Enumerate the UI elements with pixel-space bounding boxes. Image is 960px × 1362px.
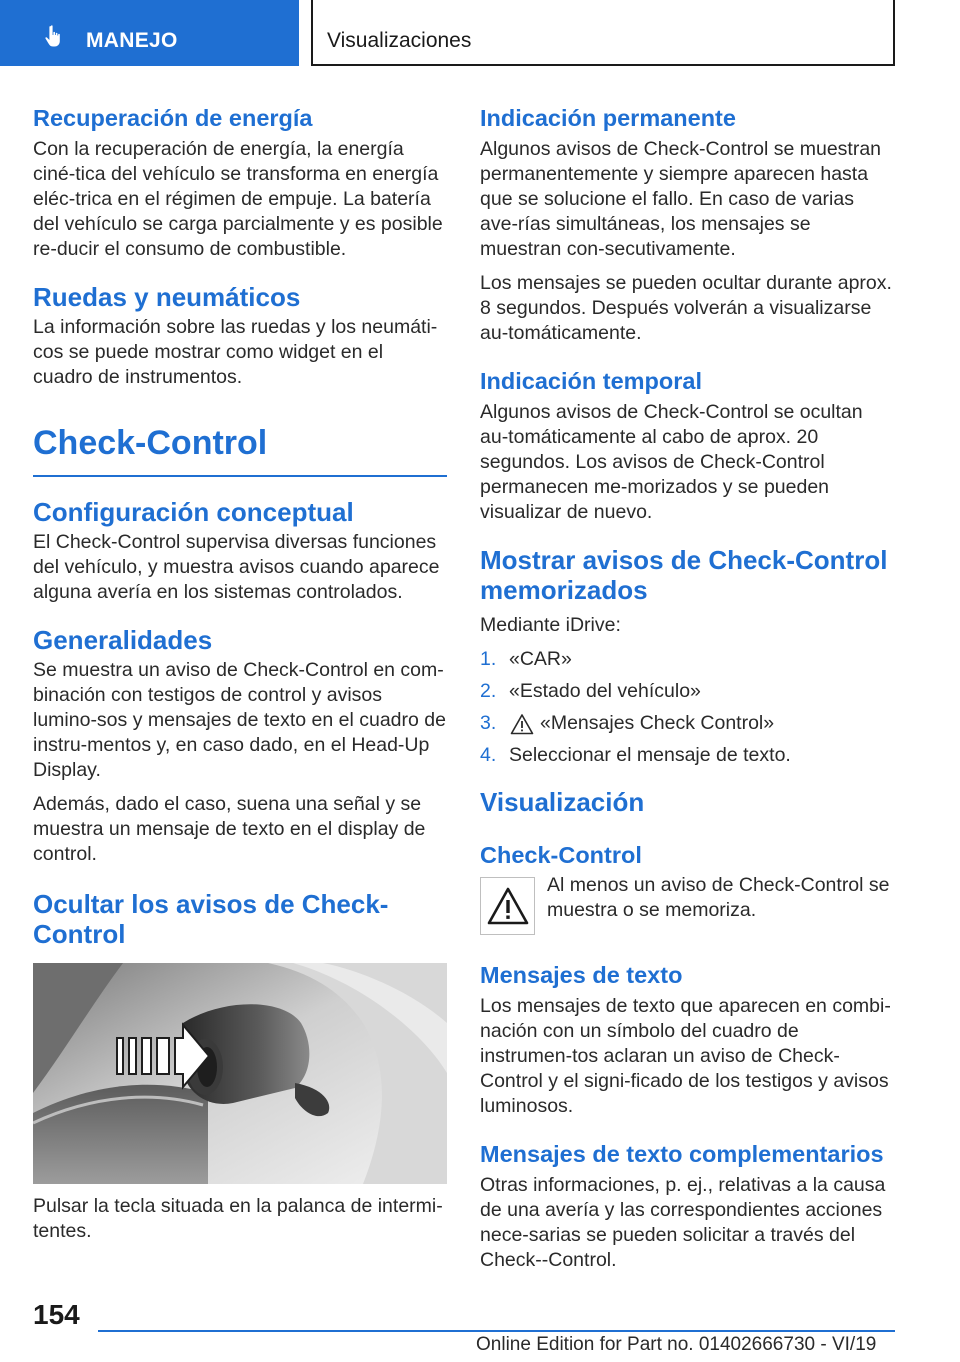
warning-symbol-box <box>480 877 535 935</box>
chapter-rule <box>33 475 447 477</box>
heading-mensajes: Mensajes de texto <box>480 962 683 988</box>
section-tab <box>0 0 299 66</box>
heading-mostrar-line2: memorizados <box>480 575 648 605</box>
cc-indicator-row <box>480 873 894 935</box>
heading-ocultar <box>33 889 447 949</box>
text-configuracion: El Check-Control supervisa diversas funciones del vehículo, y muestra avisos cuando aparece alguna avería en los sistemas controlados. <box>33 531 440 603</box>
chapter-heading-check-control: Check-Control <box>33 424 268 462</box>
step-number: 1. <box>480 648 497 670</box>
heading-temporal: Indicación temporal <box>480 368 702 394</box>
text-mensajes: Los mensajes de texto que aparecen en combi-nación con un símbolo del cuadro de instrumen-tos aclaran un aviso de Check-Control y el signi-ficado de los testigos y avisos luminosos. <box>480 995 891 1117</box>
text-permanente-2: Los mensajes se pueden ocultar durante aprox. 8 segundos. Después volverán a visualizarse au-tomáticamente. <box>480 272 892 344</box>
heading-mostrar <box>480 545 894 605</box>
left-column <box>33 100 447 1253</box>
text-complementarios: Otras informaciones, p. ej., relativas a la causa de una avería y las correspondientes acciones nece-sarias se pueden solicitar a través del Check--Control. <box>480 1174 886 1271</box>
list-item <box>480 743 894 775</box>
warning-triangle-icon <box>510 713 534 735</box>
text-temporal: Algunos avisos de Check-Control se ocultan au-tomáticamente al cabo de aprox. 20 segundos. Los avisos de Check-Control permanecen me-morizados y se pueden visualizar de nuevo. <box>480 401 863 523</box>
chapter-title: Visualizaciones <box>327 29 472 52</box>
step-number: 2. <box>480 680 497 702</box>
heading-cc: Check-Control <box>480 842 642 868</box>
heading-generalidades: Generalidades <box>33 625 213 655</box>
text-generalidades-1: Se muestra un aviso de Check-Control en com-binación con testigos de control y avisos lumino-sos y mensajes de texto en el cuadro de instru-mentos y, en caso dado, en el Head-Up Display. <box>33 659 446 781</box>
chapter-header <box>311 0 895 66</box>
step-text: «Estado del vehículo» <box>509 680 701 702</box>
step-text: «Mensajes Check Control» <box>540 712 775 734</box>
text-generalidades-2: Además, dado el caso, suena una señal y se muestra un mensaje de texto en el display de control. <box>33 793 426 865</box>
step-number: 3. <box>480 712 497 734</box>
text-mostrar-intro: Mediante iDrive: <box>480 614 621 636</box>
list-item <box>480 647 894 679</box>
heading-ocultar-line1: Ocultar los avisos de Check- <box>33 889 389 919</box>
caption-ocultar: Pulsar la tecla situada en la palanca de intermi-tentes. <box>33 1195 443 1242</box>
heading-recuperacion: Recuperación de energía <box>33 105 313 131</box>
heading-complementarios: Mensajes de texto complementarios <box>480 1141 884 1167</box>
text-ruedas: La información sobre las ruedas y los neumáti-cos se puede mostrar como widget en el cuadro de instrumentos. <box>33 316 438 388</box>
text-cc: Al menos un aviso de Check-Control se muestra o se memoriza. <box>547 874 890 921</box>
heading-ruedas: Ruedas y neumáticos <box>33 282 301 312</box>
heading-visualizacion: Visualización <box>480 787 645 817</box>
heading-permanente: Indicación permanente <box>480 105 736 131</box>
step-text: «CAR» <box>509 648 572 670</box>
footer-rule <box>98 1330 895 1332</box>
footer-edition: Online Edition for Part no. 01402666730 - VI/19 <box>476 1334 877 1355</box>
turn-signal-lever-image <box>33 963 447 1184</box>
step-number: 4. <box>480 744 497 766</box>
list-item <box>480 711 894 743</box>
section-label: MANEJO <box>86 29 178 52</box>
step-text: Seleccionar el mensaje de texto. <box>509 744 791 766</box>
lever-illustration <box>33 963 447 1184</box>
hand-pointer-icon <box>42 24 66 48</box>
heading-configuracion: Configuración conceptual <box>33 497 354 527</box>
page-number: 154 <box>33 1299 80 1330</box>
right-column <box>480 100 894 1282</box>
text-permanente-1: Algunos avisos de Check-Control se muestran permanentemente y siempre aparecen hasta que se solucione el fallo. En caso de varias ave-rías simultáneas, los mensajes se muestran con-secutivamente. <box>480 138 882 260</box>
text-recuperacion: Con la recuperación de energía, la energía ciné-tica del vehículo se transforma en energía eléc-trica en el régimen de empuje. La batería del vehículo se carga parcialmente y es posible re-ducir el consumo de combustible. <box>33 138 443 260</box>
heading-mostrar-line1: Mostrar avisos de Check-Control <box>480 545 888 575</box>
heading-ocultar-line2: Control <box>33 919 126 949</box>
list-item <box>480 679 894 711</box>
warning-triangle-icon <box>486 886 530 926</box>
steps-list <box>480 647 894 775</box>
